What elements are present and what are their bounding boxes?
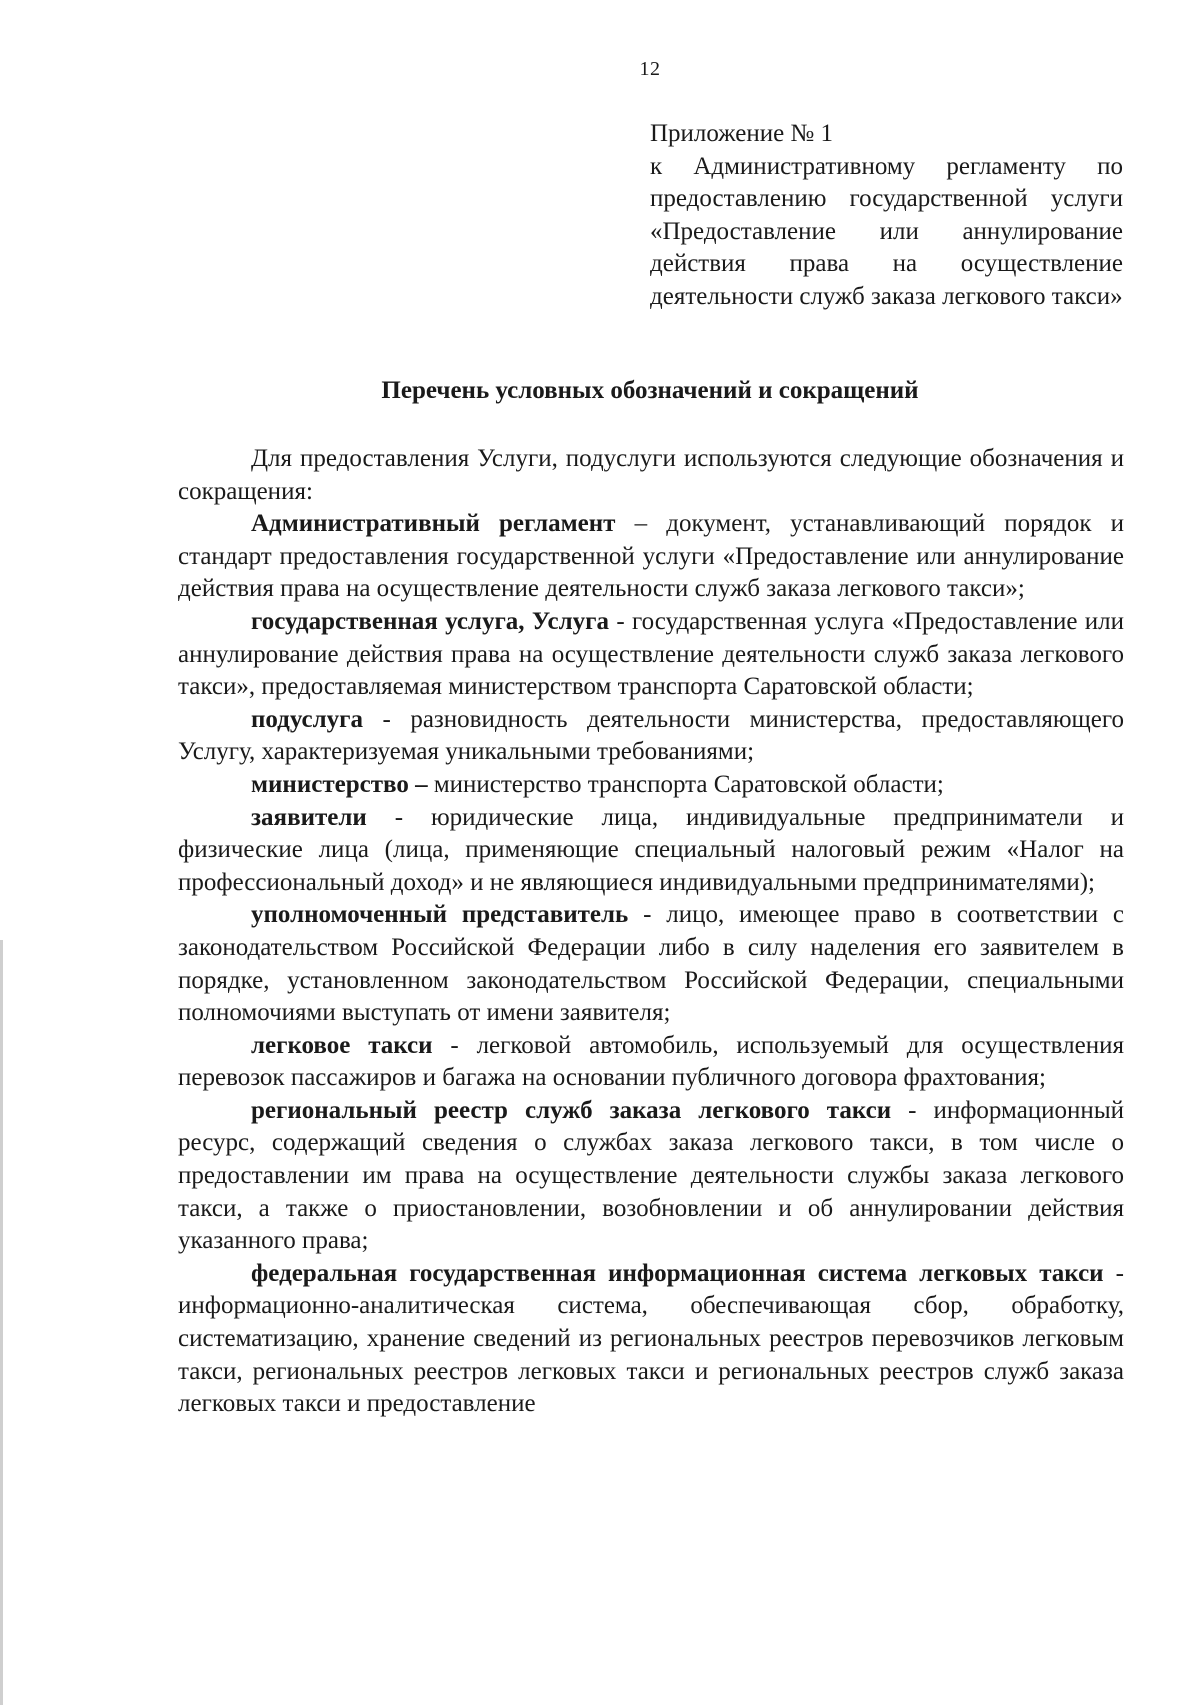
definition-item bbox=[178, 1095, 1124, 1258]
definition-term: региональный реестр служб заказа легкового такси bbox=[251, 1096, 892, 1124]
definition-term: министерство – bbox=[251, 770, 428, 798]
intro-paragraph: Для предоставления Услуги, подуслуги используются следующие обозначения и сокращения: bbox=[178, 445, 1124, 505]
definition-text: - разновидность деятельности министерства, предоставляющего Услугу, характеризуемая уникальными требованиями; bbox=[178, 705, 1124, 766]
appendix-text: к Административному регламенту по предоставлению государственной услуги «Предоставление или аннулирование действия права на осуществление деятельности служб заказа легкового такси» bbox=[650, 152, 1123, 310]
definition-text: - юридические лица, индивидуальные предприниматели и физические лица (лица, применяющие специальный налоговый режим «Налог на профессиональный доход» и не являющиеся индивидуальными предпринимателями); bbox=[178, 803, 1124, 896]
definition-text: - легковой автомобиль, используемый для осуществления перевозок пассажиров и багажа на основании публичного договора фрахтования; bbox=[178, 1031, 1124, 1092]
definition-item bbox=[178, 606, 1124, 704]
document-title: Перечень условных обозначений и сокращений bbox=[381, 377, 919, 404]
definition-term: легковое такси bbox=[251, 1031, 433, 1059]
definition-item bbox=[178, 1258, 1124, 1421]
page-number: 12 bbox=[639, 58, 661, 80]
definition-item bbox=[178, 1030, 1124, 1095]
document-body bbox=[178, 443, 1124, 1421]
definition-text: - информационно-аналитическая система, обеспечивающая сбор, обработку, систематизацию, хранение сведений из региональных реестров перевозчиков легковым такси, региональных реестров легковых такси и региональных реестров служб заказа легковых такси и предоставление bbox=[178, 1259, 1125, 1418]
definition-term: федеральная государственная информационная система легковых такси bbox=[251, 1259, 1104, 1287]
definition-item bbox=[178, 899, 1124, 1029]
definition-item bbox=[178, 802, 1124, 900]
definition-text: министерство транспорта Саратовской области; bbox=[427, 770, 944, 798]
definition-text: - государственная услуга «Предоставление или аннулирование действия права на осуществление деятельности служб заказа легкового такси», предоставляемая министерством транспорта Саратовской области; bbox=[178, 607, 1125, 701]
definition-term: подуслуга bbox=[251, 705, 364, 733]
definition-text: - лицо, имеющее право в соответствии с законодательством Российской Федерации либо в силу наделения его заявителем в порядке, установленном законодательством Российской Федерации, специальными полномочиями выступать от имени заявителя; bbox=[178, 901, 1124, 1027]
definition-text: - информационный ресурс, содержащий сведения о службах заказа легкового такси, в том числе о предоставлении им права на осуществление деятельности службы заказа легкового такси, а также о приостановлении, возобновлении и об аннулировании действия указанного права; bbox=[178, 1096, 1124, 1255]
definition-term: уполномоченный представитель bbox=[251, 901, 629, 929]
appendix-header bbox=[650, 118, 1123, 313]
definition-item bbox=[178, 704, 1124, 769]
appendix-title: Приложение № 1 bbox=[650, 120, 834, 147]
definition-item bbox=[178, 769, 1124, 802]
definition-term: Административный регламент bbox=[251, 510, 616, 538]
definition-text: – документ, устанавливающий порядок и стандарт предоставления государственной услуги «Предоставление или аннулирование действия права на осуществление деятельности служб заказа легкового такси»; bbox=[178, 510, 1124, 603]
scan-edge-shadow bbox=[0, 940, 3, 1705]
definition-term: заявители bbox=[251, 803, 367, 831]
definition-term: государственная услуга, Услуга bbox=[251, 607, 610, 635]
definition-item bbox=[178, 508, 1124, 606]
